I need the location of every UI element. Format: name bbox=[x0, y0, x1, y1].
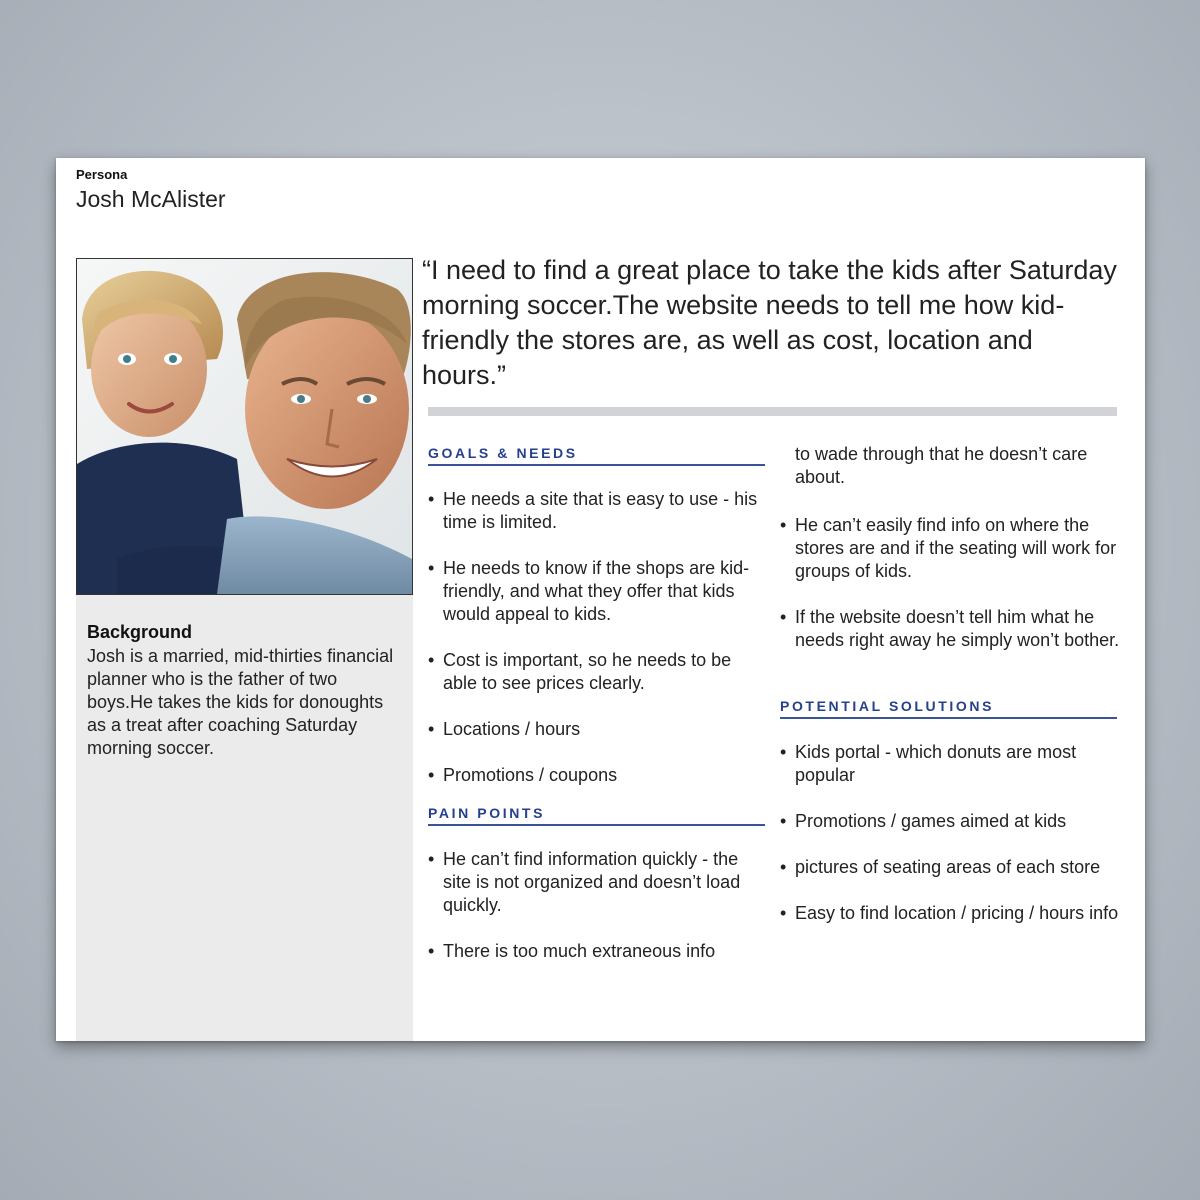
persona-card bbox=[56, 158, 1145, 1041]
pain-points-list-col2 bbox=[780, 514, 1120, 675]
persona-photo-illustration bbox=[77, 259, 412, 594]
solutions-section-title: POTENTIAL SOLUTIONS bbox=[780, 698, 1117, 719]
list-item: • He can’t find information quickly - the site is not organized and doesn’t load quickly. bbox=[428, 848, 763, 917]
list-item: • If the website doesn’t tell him what he needs right away he simply won’t bother. bbox=[780, 606, 1120, 652]
pain-points-section-title: PAIN POINTS bbox=[428, 805, 765, 826]
goals-list bbox=[428, 488, 763, 810]
list-item: • He needs a site that is easy to use - his time is limited. bbox=[428, 488, 763, 534]
pain-points-continuation: to wade through that he doesn’t care about. bbox=[795, 444, 1088, 487]
list-item: • Promotions / coupons bbox=[428, 764, 763, 787]
pain-points-list bbox=[428, 848, 763, 986]
list-item: • Cost is important, so he needs to be able to see prices clearly. bbox=[428, 649, 763, 695]
persona-name: Josh McAlister bbox=[76, 186, 226, 212]
persona-photo bbox=[76, 258, 413, 595]
persona-label: Persona bbox=[76, 167, 128, 182]
list-item: • He needs to know if the shops are kid-friendly, and what they offer that kids would appeal to kids. bbox=[428, 557, 763, 626]
background-panel bbox=[76, 258, 413, 1041]
list-item: • Kids portal - which donuts are most popular bbox=[780, 741, 1120, 787]
list-item: • There is too much extraneous info bbox=[428, 940, 763, 963]
list-item: • Easy to find location / pricing / hours info bbox=[780, 902, 1120, 925]
background-heading: Background bbox=[87, 622, 193, 642]
list-item: • Promotions / games aimed at kids bbox=[780, 810, 1120, 833]
goals-section-title: GOALS & NEEDS bbox=[428, 445, 765, 466]
quote-divider bbox=[428, 407, 1117, 416]
list-item: • pictures of seating areas of each store bbox=[780, 856, 1120, 879]
list-item: • Locations / hours bbox=[428, 718, 763, 741]
list-item: • He can’t easily find info on where the stores are and if the seating will work for groups of kids. bbox=[780, 514, 1120, 583]
persona-quote: “I need to find a great place to take the kids after Saturday morning soccer.The website needs to tell me how kid-friendly the stores are, as well as cost, location and hours.” bbox=[422, 255, 1117, 390]
solutions-list bbox=[780, 741, 1120, 948]
background-text: Josh is a married, mid-thirties financial planner who is the father of two boys.He takes the kids for donoughts as a treat after coaching Saturday morning soccer. bbox=[87, 646, 394, 758]
